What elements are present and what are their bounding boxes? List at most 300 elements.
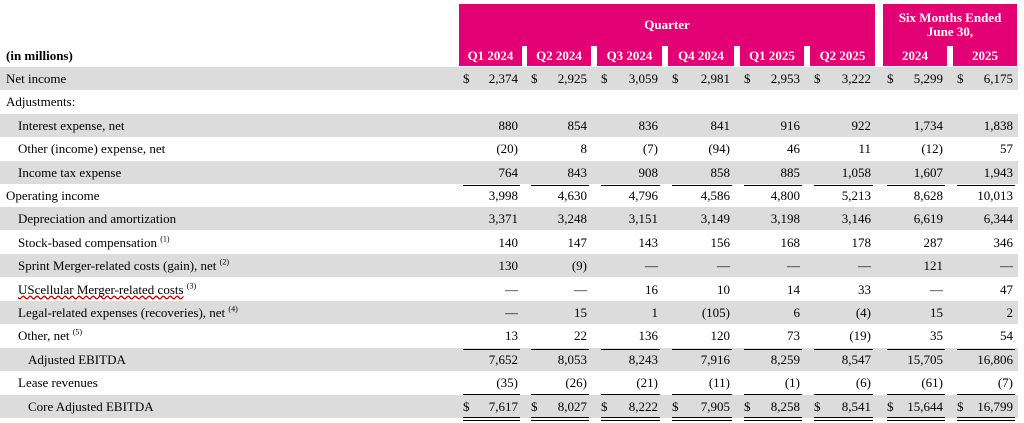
value-cell bbox=[459, 348, 518, 371]
value-number: 156 bbox=[710, 234, 730, 250]
subtotal-rule bbox=[601, 394, 660, 395]
value-number: 168 bbox=[780, 234, 800, 250]
value-number: 3,059 bbox=[628, 71, 658, 86]
subtotal-rule bbox=[601, 185, 660, 186]
value-cell bbox=[810, 137, 871, 160]
value-number: 922 bbox=[851, 117, 871, 133]
value-cell bbox=[953, 301, 1013, 324]
footnote-marker: (1) bbox=[160, 234, 170, 244]
value-number: 1,058 bbox=[841, 164, 871, 180]
value-number: 47 bbox=[1000, 281, 1013, 297]
value-cell bbox=[597, 301, 658, 324]
subtotal-rule bbox=[957, 394, 1015, 395]
value-number: 6,344 bbox=[983, 211, 1013, 227]
value-cell bbox=[597, 371, 658, 394]
column-header: Q2 2025 bbox=[810, 46, 875, 66]
subtotal-rule bbox=[672, 185, 732, 186]
value-cell bbox=[527, 184, 587, 207]
subtotal-rule bbox=[531, 394, 589, 395]
value-number: 178 bbox=[851, 234, 871, 250]
subtotal-rule bbox=[744, 185, 802, 186]
value-number: 35 bbox=[930, 328, 943, 344]
value-cell bbox=[597, 231, 658, 254]
value-cell bbox=[527, 301, 587, 324]
value-cell bbox=[668, 207, 730, 230]
value-number: 4,796 bbox=[628, 188, 658, 203]
footnote-marker: (5) bbox=[72, 328, 83, 338]
subtotal-rule bbox=[531, 349, 589, 350]
row-label-text: Adjustments: bbox=[6, 94, 76, 110]
value-cell bbox=[668, 278, 730, 301]
value-cell bbox=[527, 114, 587, 137]
value-cell bbox=[597, 348, 658, 371]
value-cell bbox=[883, 184, 943, 207]
value-number: 843 bbox=[567, 164, 587, 180]
value-cell bbox=[953, 184, 1013, 207]
value-cell bbox=[668, 90, 730, 113]
row-label bbox=[18, 137, 165, 160]
total-double-rule bbox=[957, 417, 1015, 421]
value-number: 57 bbox=[1000, 141, 1013, 157]
value-number: 1,734 bbox=[913, 117, 943, 133]
value-cell bbox=[740, 278, 800, 301]
value-number: 3,146 bbox=[841, 211, 871, 227]
value-number: 7,617 bbox=[488, 398, 518, 414]
table-row bbox=[0, 137, 1018, 160]
value-number: 4,630 bbox=[557, 188, 587, 203]
value-number: 16 bbox=[645, 281, 658, 297]
value-number: 1,607 bbox=[913, 164, 943, 180]
row-label bbox=[18, 278, 196, 301]
value-number: 10 bbox=[717, 281, 730, 297]
value-cell bbox=[668, 324, 730, 347]
value-number: — bbox=[1000, 258, 1013, 274]
value-cell bbox=[668, 301, 730, 324]
value-cell bbox=[740, 114, 800, 137]
row-label-text: Net income bbox=[6, 71, 67, 86]
value-cell bbox=[810, 278, 871, 301]
value-number: 16,799 bbox=[977, 398, 1013, 414]
value-cell bbox=[668, 254, 730, 277]
table-row bbox=[0, 371, 1018, 394]
value-cell bbox=[740, 254, 800, 277]
value-cell bbox=[953, 207, 1013, 230]
value-number: 8 bbox=[580, 141, 587, 157]
value-cell bbox=[883, 231, 943, 254]
value-number: 120 bbox=[710, 328, 730, 344]
row-label bbox=[28, 395, 154, 418]
value-number: — bbox=[645, 258, 658, 274]
value-number: — bbox=[858, 258, 871, 274]
value-cell bbox=[597, 90, 658, 113]
value-cell bbox=[459, 184, 518, 207]
value-number: 346 bbox=[993, 234, 1013, 250]
value-cell bbox=[810, 67, 871, 90]
value-number: (19) bbox=[849, 328, 871, 344]
value-cell bbox=[597, 137, 658, 160]
value-cell bbox=[597, 161, 658, 184]
value-cell bbox=[597, 324, 658, 347]
row-label-text: Interest expense, net bbox=[18, 117, 125, 133]
value-cell bbox=[810, 161, 871, 184]
value-number: 6,175 bbox=[983, 71, 1013, 86]
row-label-text: Adjusted EBITDA bbox=[28, 351, 126, 367]
table-row bbox=[0, 114, 1018, 137]
value-cell bbox=[883, 324, 943, 347]
total-double-rule bbox=[887, 417, 945, 421]
value-cell bbox=[810, 395, 871, 418]
dollar-sign: $ bbox=[601, 71, 608, 86]
value-cell bbox=[527, 67, 587, 90]
value-number: — bbox=[505, 305, 518, 320]
value-number: 3,151 bbox=[628, 211, 658, 227]
value-cell bbox=[740, 137, 800, 160]
value-number: 8,541 bbox=[841, 398, 871, 414]
value-cell bbox=[740, 90, 800, 113]
row-label-text: Income tax expense bbox=[18, 164, 122, 180]
value-number: 2,981 bbox=[700, 71, 730, 86]
value-cell bbox=[668, 348, 730, 371]
subtotal-rule bbox=[887, 394, 945, 395]
row-label-header: (in millions) bbox=[6, 48, 73, 63]
row-label-text: Operating income bbox=[6, 188, 100, 203]
subtotal-rule bbox=[744, 394, 802, 395]
value-number: 8,053 bbox=[557, 351, 587, 367]
table-row bbox=[0, 324, 1018, 347]
value-cell bbox=[740, 395, 800, 418]
row-label bbox=[18, 231, 170, 254]
footnote-marker: (2) bbox=[219, 257, 229, 267]
table-row bbox=[0, 254, 1018, 277]
value-number: 5,213 bbox=[841, 188, 871, 203]
value-number: (6) bbox=[855, 375, 871, 391]
row-label bbox=[18, 371, 98, 394]
value-number: (26) bbox=[565, 375, 587, 391]
value-cell bbox=[883, 137, 943, 160]
dollar-sign: $ bbox=[531, 71, 538, 86]
value-cell bbox=[459, 90, 518, 113]
value-number: 14 bbox=[787, 281, 800, 297]
column-header: Q3 2024 bbox=[597, 46, 662, 66]
value-number: 287 bbox=[923, 234, 943, 250]
value-number: 10,013 bbox=[977, 188, 1013, 203]
value-cell bbox=[810, 207, 871, 230]
value-number: (7) bbox=[642, 141, 658, 157]
dollar-sign: $ bbox=[601, 398, 608, 414]
subtotal-rule bbox=[814, 349, 873, 350]
dollar-sign: $ bbox=[672, 71, 679, 86]
value-cell bbox=[953, 231, 1013, 254]
column-header: Q4 2024 bbox=[668, 46, 734, 66]
value-cell bbox=[459, 161, 518, 184]
table-row bbox=[0, 395, 1018, 418]
dollar-sign: $ bbox=[957, 71, 964, 86]
value-cell bbox=[810, 231, 871, 254]
value-number: 130 bbox=[498, 258, 518, 274]
table-row bbox=[0, 348, 1018, 371]
value-cell bbox=[459, 324, 518, 347]
value-number: 908 bbox=[638, 164, 658, 180]
table-row bbox=[0, 231, 1018, 254]
dollar-sign: $ bbox=[744, 398, 751, 414]
value-number: 136 bbox=[638, 328, 658, 344]
subtotal-rule bbox=[957, 185, 1015, 186]
value-cell bbox=[459, 231, 518, 254]
value-cell bbox=[668, 161, 730, 184]
value-number: 15 bbox=[574, 305, 587, 320]
six-months-group-header: Six Months Ended June 30, bbox=[883, 4, 1017, 46]
value-number: — bbox=[717, 258, 730, 274]
value-cell bbox=[953, 161, 1013, 184]
value-cell bbox=[459, 371, 518, 394]
total-double-rule bbox=[463, 417, 520, 421]
row-label bbox=[28, 348, 126, 371]
value-cell bbox=[668, 137, 730, 160]
value-cell bbox=[810, 90, 871, 113]
value-number: (7) bbox=[997, 375, 1013, 391]
value-cell bbox=[527, 207, 587, 230]
value-number: (11) bbox=[708, 375, 730, 391]
value-number: (35) bbox=[496, 375, 518, 391]
value-cell bbox=[883, 254, 943, 277]
total-double-rule bbox=[672, 417, 732, 421]
value-number: 73 bbox=[787, 328, 800, 344]
value-cell bbox=[668, 114, 730, 137]
table-row bbox=[0, 67, 1018, 90]
value-number: 121 bbox=[923, 258, 943, 274]
row-label-text: Depreciation and amortization bbox=[18, 211, 177, 227]
total-double-rule bbox=[531, 417, 589, 421]
row-label-text: Sprint Merger-related costs (gain), net bbox=[18, 258, 217, 274]
dollar-sign: $ bbox=[814, 398, 821, 414]
quarter-group-header: Quarter bbox=[459, 4, 875, 46]
value-cell bbox=[740, 348, 800, 371]
value-number: 1 bbox=[651, 305, 658, 320]
value-cell bbox=[953, 324, 1013, 347]
dollar-sign: $ bbox=[744, 71, 751, 86]
value-number: 16,806 bbox=[977, 351, 1013, 367]
subtotal-rule bbox=[672, 349, 732, 350]
value-number: 6 bbox=[793, 305, 800, 320]
value-number: 8,547 bbox=[841, 351, 871, 367]
value-cell bbox=[740, 301, 800, 324]
row-label bbox=[18, 114, 124, 137]
value-number: 13 bbox=[505, 328, 518, 344]
value-cell bbox=[810, 348, 871, 371]
value-number: 7,652 bbox=[488, 351, 518, 367]
row-label-text: UScellular Merger-related costs bbox=[18, 281, 184, 297]
value-number: 885 bbox=[780, 164, 800, 180]
value-cell bbox=[810, 324, 871, 347]
value-number: (12) bbox=[921, 141, 943, 157]
subtotal-rule bbox=[463, 349, 520, 350]
value-cell bbox=[668, 371, 730, 394]
row-label-text: Other, net bbox=[18, 328, 70, 344]
value-cell bbox=[527, 371, 587, 394]
value-cell bbox=[668, 67, 730, 90]
row-label bbox=[6, 90, 75, 113]
row-label bbox=[18, 324, 82, 347]
table-row bbox=[0, 90, 1018, 113]
value-cell bbox=[953, 137, 1013, 160]
value-cell bbox=[883, 207, 943, 230]
value-number: (105) bbox=[701, 305, 730, 320]
table-row bbox=[0, 207, 1018, 230]
value-number: 3,248 bbox=[557, 211, 587, 227]
subtotal-rule bbox=[463, 394, 520, 395]
value-cell bbox=[459, 114, 518, 137]
value-number: 880 bbox=[498, 117, 518, 133]
value-number: — bbox=[787, 258, 800, 274]
value-number: 147 bbox=[567, 234, 587, 250]
value-number: 8,027 bbox=[557, 398, 587, 414]
value-cell bbox=[883, 348, 943, 371]
row-label bbox=[18, 254, 229, 277]
value-cell bbox=[953, 67, 1013, 90]
subtotal-rule bbox=[887, 349, 945, 350]
value-cell bbox=[597, 67, 658, 90]
value-number: (21) bbox=[636, 375, 658, 391]
value-cell bbox=[527, 231, 587, 254]
value-number: 1,838 bbox=[983, 117, 1013, 133]
value-number: 22 bbox=[574, 328, 587, 344]
dollar-sign: $ bbox=[957, 398, 964, 414]
value-number: 140 bbox=[498, 234, 518, 250]
value-cell bbox=[527, 137, 587, 160]
value-cell bbox=[953, 371, 1013, 394]
footnote-marker: (4) bbox=[228, 304, 238, 314]
value-number: 841 bbox=[710, 117, 730, 133]
value-number: 15,644 bbox=[907, 398, 943, 414]
value-number: 15 bbox=[930, 305, 943, 320]
row-label bbox=[6, 184, 100, 207]
table-row bbox=[0, 278, 1018, 301]
footnote-marker: (3) bbox=[186, 281, 197, 291]
value-cell bbox=[597, 254, 658, 277]
value-number: 143 bbox=[638, 234, 658, 250]
value-cell bbox=[740, 231, 800, 254]
value-number: 3,222 bbox=[841, 71, 871, 86]
value-number: 7,905 bbox=[700, 398, 730, 414]
value-cell bbox=[597, 184, 658, 207]
value-number: 8,258 bbox=[770, 398, 800, 414]
value-cell bbox=[527, 395, 587, 418]
value-number: (20) bbox=[496, 141, 518, 157]
value-number: 2,925 bbox=[557, 71, 587, 86]
value-cell bbox=[883, 161, 943, 184]
value-cell bbox=[740, 371, 800, 394]
table-row bbox=[0, 161, 1018, 184]
value-cell bbox=[810, 184, 871, 207]
dollar-sign: $ bbox=[463, 398, 470, 414]
value-number: 5,299 bbox=[913, 71, 943, 86]
value-cell bbox=[668, 395, 730, 418]
total-double-rule bbox=[744, 417, 802, 421]
value-cell bbox=[459, 278, 518, 301]
subtotal-rule bbox=[814, 185, 873, 186]
row-label-text: Other (income) expense, net bbox=[18, 141, 166, 157]
table-row bbox=[0, 301, 1018, 324]
value-number: 8,259 bbox=[770, 351, 800, 367]
value-cell bbox=[953, 278, 1013, 301]
value-number: 33 bbox=[858, 281, 871, 297]
value-number: (1) bbox=[784, 375, 800, 391]
value-number: (4) bbox=[855, 305, 871, 320]
value-cell bbox=[740, 324, 800, 347]
value-cell bbox=[527, 348, 587, 371]
value-cell bbox=[883, 90, 943, 113]
value-number: (9) bbox=[571, 258, 587, 274]
value-number: 858 bbox=[710, 164, 730, 180]
value-cell bbox=[953, 348, 1013, 371]
value-number: 8,628 bbox=[913, 188, 943, 203]
value-cell bbox=[459, 254, 518, 277]
value-cell bbox=[597, 278, 658, 301]
value-cell bbox=[883, 371, 943, 394]
value-cell bbox=[597, 395, 658, 418]
row-label-text: Legal-related expenses (recoveries), net bbox=[18, 305, 226, 320]
value-number: 6,619 bbox=[913, 211, 943, 227]
table-row bbox=[0, 184, 1018, 207]
value-cell bbox=[883, 301, 943, 324]
value-number: 8,222 bbox=[628, 398, 658, 414]
value-cell bbox=[459, 137, 518, 160]
value-number: 8,243 bbox=[628, 351, 658, 367]
subtotal-rule bbox=[601, 349, 660, 350]
row-label bbox=[18, 207, 176, 230]
value-cell bbox=[527, 324, 587, 347]
row-label-text: Stock-based compensation bbox=[18, 234, 157, 250]
value-number: 46 bbox=[787, 141, 800, 157]
value-cell bbox=[740, 207, 800, 230]
value-cell bbox=[740, 161, 800, 184]
value-cell bbox=[740, 67, 800, 90]
value-number: 2,374 bbox=[488, 71, 518, 86]
subtotal-rule bbox=[744, 349, 802, 350]
value-number: — bbox=[930, 281, 943, 297]
row-label-text: Lease revenues bbox=[18, 375, 98, 391]
value-cell bbox=[953, 90, 1013, 113]
value-cell bbox=[527, 90, 587, 113]
value-number: 764 bbox=[498, 164, 518, 180]
value-cell bbox=[810, 371, 871, 394]
subtotal-rule bbox=[463, 185, 520, 186]
row-label-text: Core Adjusted EBITDA bbox=[28, 398, 154, 414]
value-number: 7,916 bbox=[700, 351, 730, 367]
dollar-sign: $ bbox=[887, 71, 894, 86]
value-number: 2,953 bbox=[770, 71, 800, 86]
value-cell bbox=[883, 395, 943, 418]
dollar-sign: $ bbox=[463, 71, 470, 86]
value-number: 2 bbox=[1006, 305, 1013, 320]
value-cell bbox=[527, 278, 587, 301]
total-double-rule bbox=[601, 417, 660, 421]
row-label bbox=[6, 67, 66, 90]
subtotal-rule bbox=[957, 349, 1015, 350]
value-number: (94) bbox=[708, 141, 730, 157]
value-number: 3,198 bbox=[770, 211, 800, 227]
value-cell bbox=[668, 231, 730, 254]
dollar-sign: $ bbox=[672, 398, 679, 414]
value-cell bbox=[459, 301, 518, 324]
value-cell bbox=[953, 395, 1013, 418]
value-number: 54 bbox=[1000, 328, 1013, 344]
value-cell bbox=[810, 254, 871, 277]
column-header: Q2 2024 bbox=[527, 46, 591, 66]
value-number: 4,800 bbox=[770, 188, 800, 203]
value-cell bbox=[810, 114, 871, 137]
column-header: Q1 2024 bbox=[459, 46, 522, 66]
